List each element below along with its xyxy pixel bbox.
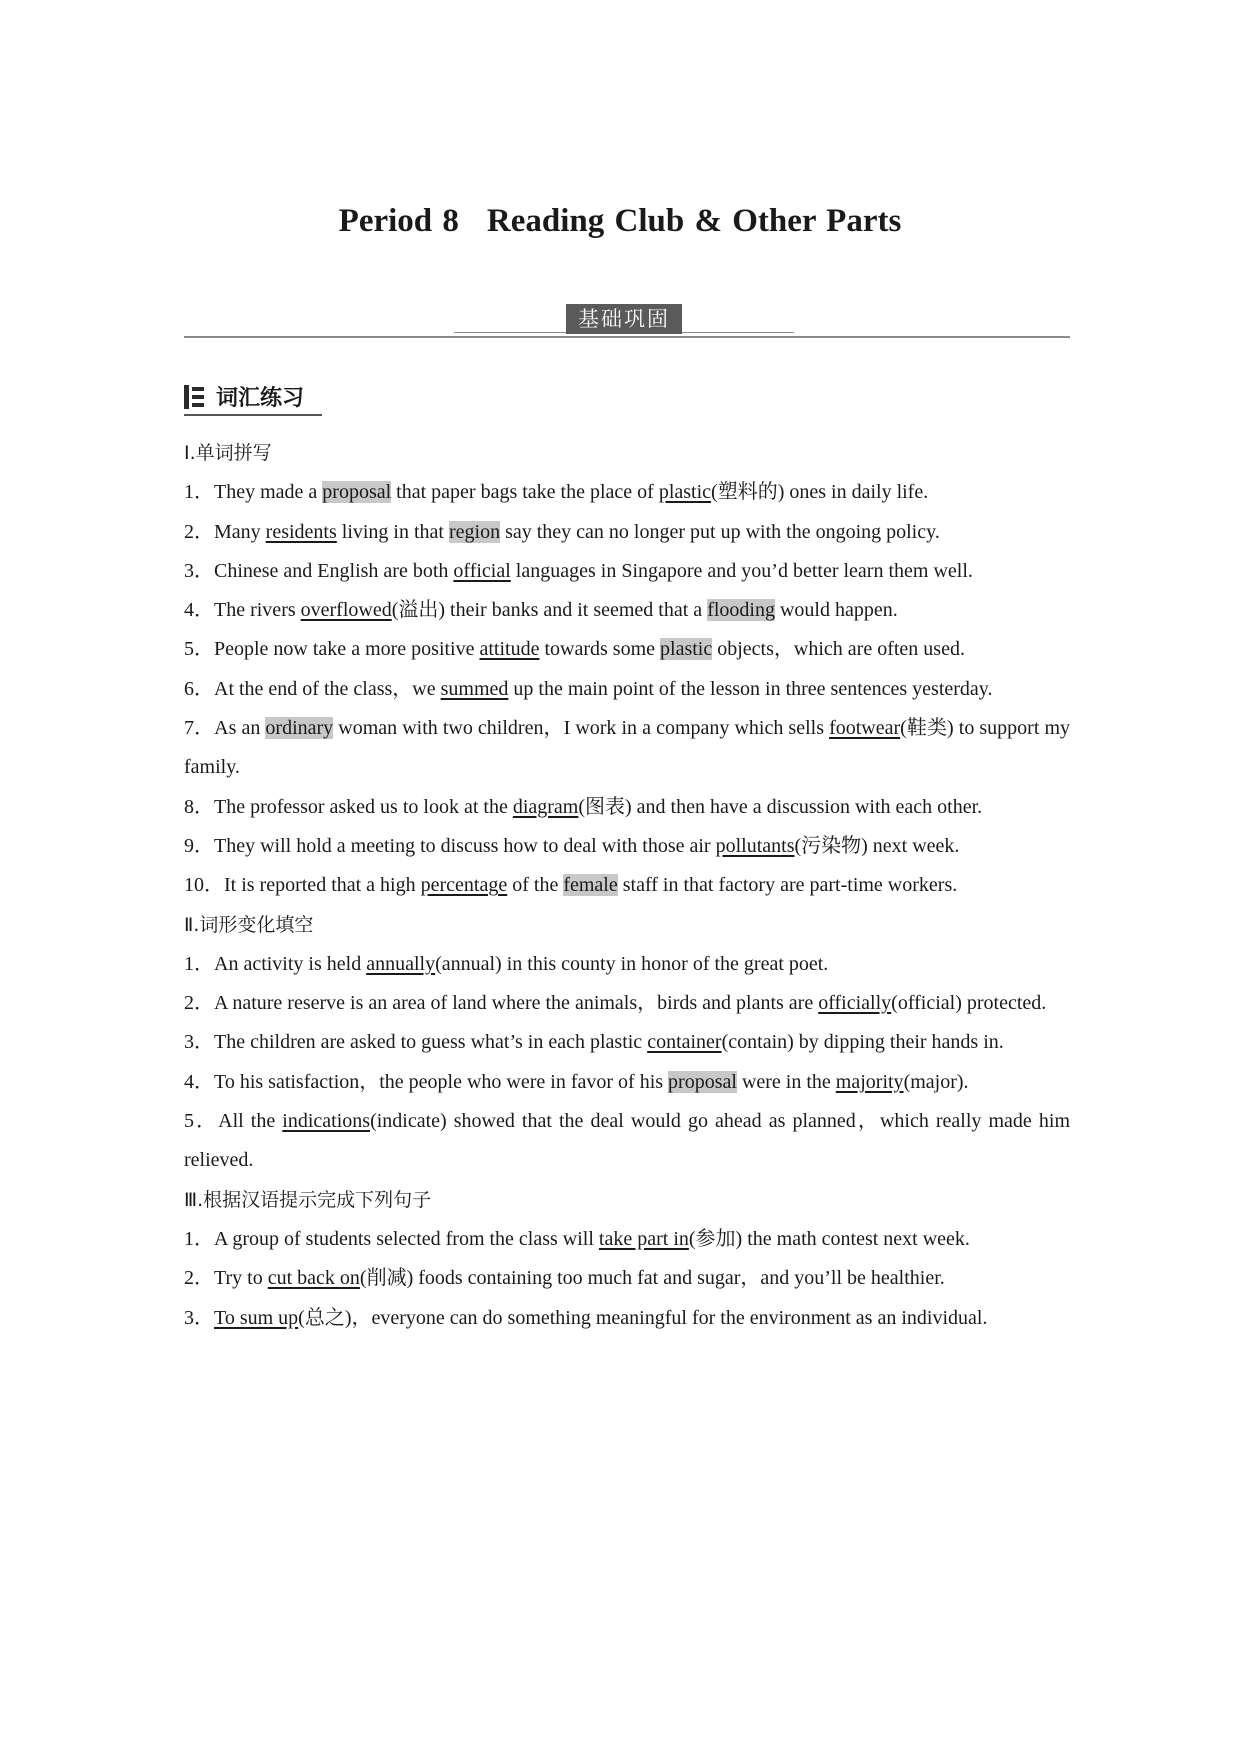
highlighted-word: flooding	[707, 599, 775, 622]
answer-blank: official	[453, 559, 511, 582]
answer-blank: overflowed	[300, 599, 392, 622]
banner-rule	[184, 336, 1070, 338]
exercise-item: 2．Many residents living in that region say they can no longer put up with the ongoing policy.	[184, 520, 940, 543]
exercise-item: 5．People now take a more positive attitude towards some plastic objects，which are often used.	[184, 638, 965, 661]
answer-blank: To sum up	[214, 1306, 299, 1329]
part-heading: Ⅲ.根据汉语提示完成下列句子	[184, 1188, 432, 1211]
exercise-item: 2．Try to cut back on(削减) foods containing too much fat and sugar，and you’ll be healthier.	[184, 1267, 945, 1290]
period-name: Reading Club & Other Parts	[486, 203, 902, 239]
exercise-item: 1．They made a proposal that paper bags take the place of plastic(塑料的) ones in daily life.	[184, 481, 929, 504]
exercise-item: 2．A nature reserve is an area of land where the animals，birds and plants are officially(official) protected.	[184, 992, 1047, 1015]
answer-blank: cut back on	[267, 1267, 360, 1290]
highlighted-word: proposal	[322, 481, 392, 504]
answer-blank: container	[647, 1031, 722, 1054]
exercise-item: 10．It is reported that a high percentage of the female staff in that factory are part-time workers.	[184, 874, 958, 897]
answer-blank: take part in	[598, 1227, 689, 1250]
banner-label: 基础巩固	[566, 304, 682, 334]
exercise-item: 3．The children are asked to guess what’s in each plastic container(contain) by dipping their hands in.	[184, 1031, 1004, 1054]
exercise-item: 9．They will hold a meeting to discuss how to deal with those air pollutants(污染物) next week.	[184, 834, 960, 857]
page-title	[0, 203, 1240, 240]
exercise-item: 6．At the end of the class，we summed up the main point of the lesson in three sentences yesterday.	[184, 677, 993, 700]
answer-blank: percentage	[420, 874, 508, 897]
answer-blank: residents	[265, 520, 337, 543]
exercise-item: 3．To sum up(总之)，everyone can do something meaningful for the environment as an individual.	[184, 1306, 988, 1329]
exercise-item: 3．Chinese and English are both official languages in Singapore and you’d better learn them well.	[184, 559, 973, 582]
answer-blank: attitude	[479, 638, 540, 661]
highlighted-word: ordinary	[265, 717, 334, 740]
answer-blank: plastic	[658, 481, 712, 504]
exercise-item: 5．All the indications(indicate) showed that the deal would go ahead as planned，which really made him relieved.	[184, 1110, 1070, 1172]
exercise-item: 1．An activity is held annually(annual) in this county in honor of the great poet.	[184, 952, 829, 975]
answer-blank: pollutants	[715, 834, 795, 857]
answer-blank: majority	[835, 1070, 904, 1093]
part-heading: Ⅰ.单词拼写	[184, 442, 272, 464]
answer-blank: footwear	[829, 717, 901, 740]
section-underline	[184, 414, 322, 416]
highlighted-word: proposal	[668, 1070, 737, 1093]
exercise-item: 4．The rivers overflowed(溢出) their banks and it seemed that a flooding would happen.	[184, 599, 898, 622]
exercise-content	[184, 434, 1070, 1338]
exercise-item: 8．The professor asked us to look at the diagram(图表) and then have a discussion with each other.	[184, 795, 983, 818]
answer-blank: officially	[818, 992, 892, 1015]
answer-blank: annually	[366, 952, 436, 975]
exercise-item: 1．A group of students selected from the class will take part in(参加) the math contest next week.	[184, 1227, 970, 1250]
answer-blank: summed	[440, 677, 509, 700]
section-banner	[184, 300, 1070, 340]
section-label: 词汇练习	[216, 386, 305, 411]
period-number: Period 8	[338, 203, 459, 239]
answer-blank: indications	[282, 1110, 371, 1133]
exercise-item: 4．To his satisfaction，the people who were in favor of his proposal were in the majority(major).	[184, 1070, 969, 1093]
section-bullet-icon	[184, 385, 204, 409]
exercise-item: 7．As an ordinary woman with two children，I work in a company which sells footwear(鞋类) to support my family.	[184, 717, 1071, 779]
highlighted-word: female	[563, 874, 618, 897]
part-heading: Ⅱ.词形变化填空	[184, 913, 314, 936]
highlighted-word: plastic	[660, 638, 713, 661]
answer-blank: diagram	[512, 795, 579, 818]
highlighted-word: region	[448, 520, 501, 543]
